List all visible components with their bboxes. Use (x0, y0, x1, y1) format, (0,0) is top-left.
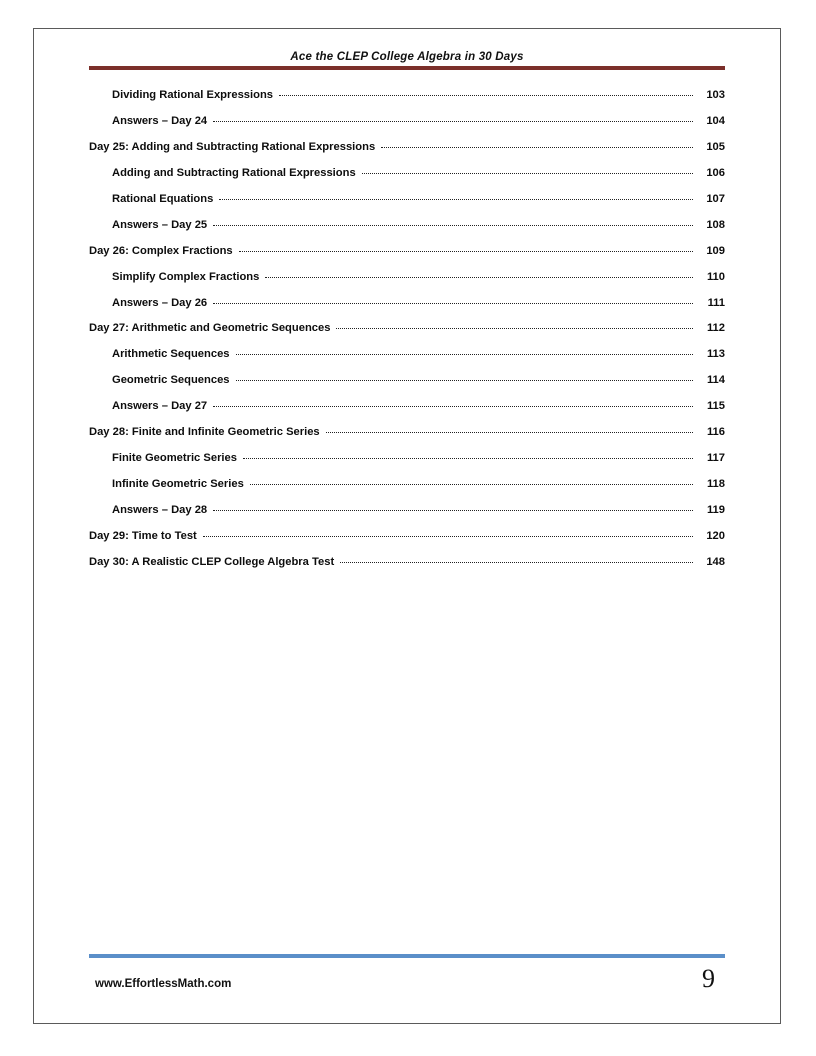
toc-entry[interactable] (89, 114, 725, 128)
toc-entry-page: 109 (706, 244, 725, 257)
toc-entry-title: Answers – Day 27 (112, 400, 208, 413)
toc-leader-dots (213, 397, 693, 407)
footer-rule (89, 954, 725, 958)
toc-entry-title: Day 28: Finite and Infinite Geometric Series (89, 426, 320, 439)
document-page (33, 28, 781, 1024)
table-of-contents (89, 88, 725, 569)
toc-leader-dots (279, 86, 693, 96)
toc-entry-title: Day 29: Time to Test (89, 529, 197, 542)
toc-entry-page: 119 (706, 504, 725, 516)
toc-entry-title: Adding and Subtracting Rational Expressions (112, 166, 356, 179)
toc-entry[interactable] (89, 451, 725, 465)
toc-entry[interactable] (89, 477, 725, 491)
toc-entry-page: 117 (706, 452, 725, 465)
running-header-title: Ace the CLEP College Algebra in 30 Days (290, 51, 524, 63)
toc-entry-title: Answers – Day 28 (112, 504, 208, 516)
toc-entry-page: 105 (706, 140, 725, 153)
toc-entry-title: Day 26: Complex Fractions (89, 244, 233, 257)
toc-entry-page: 148 (706, 555, 725, 568)
toc-leader-dots (336, 319, 693, 329)
page-footer (89, 954, 725, 993)
toc-leader-dots (239, 242, 693, 252)
toc-entry-title: Day 27: Arithmetic and Geometric Sequences (89, 322, 331, 335)
toc-leader-dots (213, 294, 693, 304)
toc-leader-dots (236, 345, 693, 355)
toc-leader-dots (213, 501, 693, 511)
toc-entry[interactable] (89, 399, 725, 413)
toc-entry-title: Day 25: Adding and Subtracting Rational Expressions (89, 140, 376, 153)
toc-entry-page: 114 (706, 374, 725, 387)
toc-entry-title: Finite Geometric Series (112, 452, 237, 465)
toc-entry-title: Geometric Sequences (112, 374, 230, 387)
toc-entry-page: 116 (706, 426, 725, 439)
toc-entry[interactable] (89, 529, 725, 543)
toc-entry-title: Arithmetic Sequences (112, 348, 230, 361)
footer-row (89, 963, 725, 993)
toc-entry-page: 108 (706, 218, 725, 231)
toc-entry[interactable] (89, 244, 725, 258)
toc-entry-page: 103 (706, 89, 725, 101)
toc-entry[interactable] (89, 270, 725, 284)
toc-leader-dots (236, 371, 693, 381)
toc-entry-page: 113 (706, 348, 725, 361)
header-rule (89, 66, 725, 70)
toc-entry-title: Simplify Complex Fractions (112, 270, 260, 283)
toc-leader-dots (265, 268, 693, 278)
page-content (89, 51, 725, 1001)
toc-entry-page: 106 (706, 166, 725, 179)
toc-entry[interactable] (89, 425, 725, 439)
toc-entry-page: 111 (707, 296, 725, 309)
toc-entry-title: Dividing Rational Expressions (112, 89, 274, 101)
toc-entry[interactable] (89, 218, 725, 232)
toc-entry[interactable] (89, 140, 725, 154)
toc-entry-page: 120 (706, 529, 725, 542)
toc-leader-dots (213, 216, 693, 226)
toc-entry-page: 110 (706, 270, 725, 283)
toc-entry[interactable] (89, 88, 725, 102)
toc-leader-dots (340, 553, 693, 563)
toc-entry-page: 118 (706, 478, 725, 491)
toc-entry-title: Rational Equations (112, 192, 214, 205)
toc-entry[interactable] (89, 347, 725, 361)
toc-entry[interactable] (89, 192, 725, 206)
toc-entry-title: Answers – Day 24 (112, 114, 208, 127)
footer-website: www.EffortlessMath.com (95, 978, 232, 990)
toc-leader-dots (326, 423, 693, 433)
toc-leader-dots (219, 190, 693, 200)
toc-entry-title: Infinite Geometric Series (112, 478, 244, 491)
toc-entry[interactable] (89, 555, 725, 569)
toc-leader-dots (250, 475, 693, 485)
toc-entry-page: 104 (706, 114, 725, 127)
toc-entry-title: Answers – Day 26 (112, 296, 208, 309)
toc-entry[interactable] (89, 296, 725, 310)
toc-entry[interactable] (89, 503, 725, 517)
toc-entry-title: Day 30: A Realistic CLEP College Algebra Test (89, 555, 335, 568)
toc-leader-dots (213, 112, 693, 122)
toc-entry-title: Answers – Day 25 (112, 218, 208, 231)
toc-entry[interactable] (89, 321, 725, 335)
footer-page-number: 9 (702, 963, 715, 993)
toc-leader-dots (203, 527, 693, 537)
toc-entry[interactable] (89, 166, 725, 180)
toc-entry[interactable] (89, 373, 725, 387)
toc-entry-page: 115 (706, 400, 725, 413)
toc-entry-page: 112 (706, 322, 725, 335)
toc-entry-page: 107 (706, 192, 725, 205)
toc-leader-dots (243, 449, 693, 459)
toc-leader-dots (362, 164, 693, 174)
toc-leader-dots (381, 138, 693, 148)
